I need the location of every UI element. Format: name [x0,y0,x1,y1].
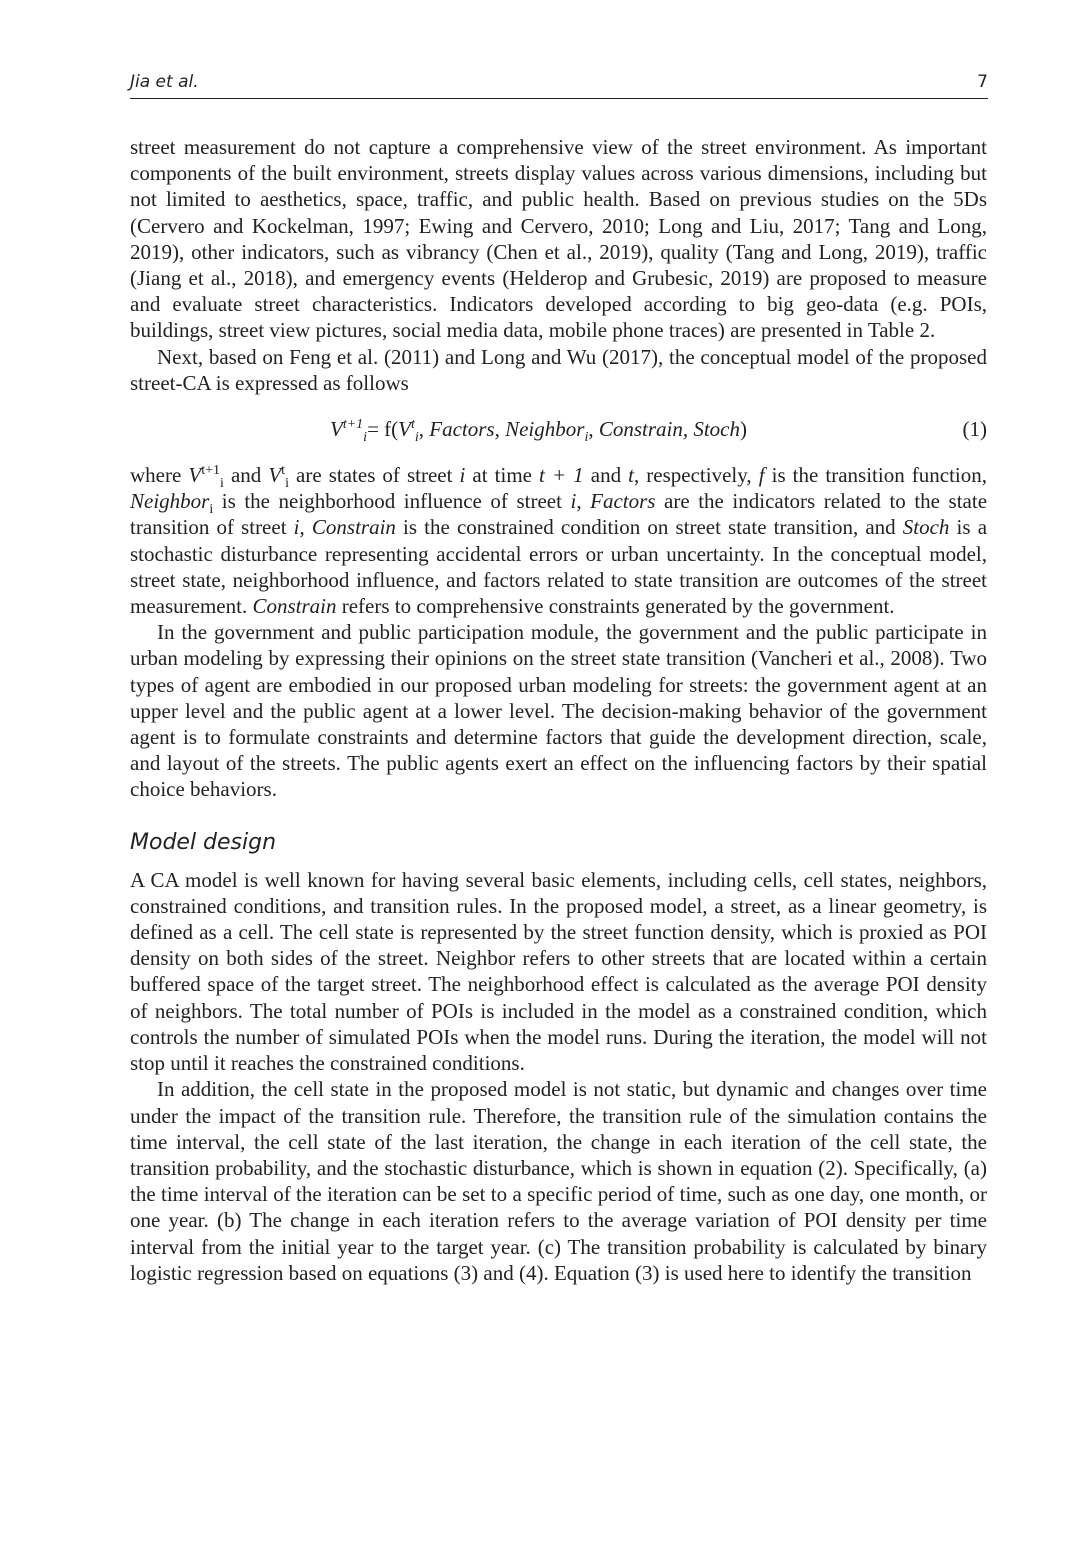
page-number: 7 [977,72,988,92]
paragraph-where: where $V^{t+1}_i$ and $V^t_i$ are states of street i at time t + 1 and t, respectively, f is the transition function, Neighbor$_i$ is the neighborhood influence of street i, Factors are the indicators related to the state transition of street i, Constrain is the constrained condition on street state transition, and Stoch is a stochastic disturbance representing accidental errors or urban uncertainty. In the conceptual model, street state, neighborhood influence, and factors related to state transition are outcomes of the street measurement. Constrain refers to comprehensive constraints generated by the government. [130,463,988,619]
paragraph-conceptual-model: Next, based on Feng et al. (2011) and Long and Wu (2017), the conceptual model of the proposed street-CA is expressed as follows [130,344,987,395]
paragraph-continued: street measurement do not capture a comprehensive view of the street environment. As important components of the built environment, streets display values across various dimensions, including but not limited to aesthetics, space, traffic, and public health. Based on previous studies on the 5Ds (Cervero and Kockelman, 1997; Ewing and Cervero, 2010; Long and Liu, 2017; Tang and Long, 2019), other indicators, such as vibrancy (Chen et al., 2019), quality (Tang and Long, 2019), traffic (Jiang et al., 2018), and emergency events (Helderop and Grubesic, 2019) are proposed to measure and evaluate street characteristics. Indicators developed according to big geo-data (e.g. POIs, buildings, street view pictures, social media data, mobile phone traces) are presented in Table 2. [130,135,987,343]
running-head-author: Jia et al. [130,72,199,92]
paragraph-transition-rule: In addition, the cell state in the proposed model is not static, but dynamic and changes over time under the impact of the transition rule. Therefore, the transition rule of the simulation contains the time interval, the cell state of the last iteration, the change in each iteration of the cell state, the transition probability, and the stochastic disturbance, which is shown in equation (2). Specifically, (a) the time interval of the iteration can be set to a specific period of time, such as one day, one month, or one year. (b) The change in each iteration refers to the average variation of POI density per time interval from the initial year to the target year. (c) The transition probability is calculated by binary logistic regression based on equations (3) and (4). Equation (3) is used here to identify the transition [130,1077,987,1285]
paragraph-government-public: In the government and public participation module, the government and the public participate in urban modeling by expressing their opinions on the street state transition (Vancheri et al., 2008). Two types of agent are embodied in our proposed urban modeling for streets: the government agent at an upper level and the public agent at a lower level. The decision-making behavior of the government agent is to formulate constraints and determine factors that guide the development direction, scale, and layout of the streets. The public agents exert an effect on the influencing factors by their spatial choice behaviors. [130,620,987,802]
body-text [130,134,987,1286]
equation-number: (1) [962,417,987,442]
paragraph-ca-elements: A CA model is well known for having several basic elements, including cells, cell states, neighbors, constrained conditions, and transition rules. In the proposed model, a street, as a linear geometry, is defined as a cell. The cell state is represented by the street function density, which is proxied as POI density on both sides of the street. Neighbor refers to other streets that are located within a certain buffered space of the target street. The neighborhood effect is calculated as the average POI density of neighbors. The total number of POIs is included in the model as a constrained condition, which controls the number of simulated POIs when the model runs. During the iteration, the model will not stop until it reaches the constrained conditions. [130,867,987,1076]
equation-1-body: $V^{t+1}_i= f(V^t_i$, Factors, Neighbor$_i$, Constrain, Stoch) [330,417,748,446]
section-heading-model-design: Model design [130,829,277,855]
equation-1 [130,402,987,454]
running-header [130,70,988,99]
